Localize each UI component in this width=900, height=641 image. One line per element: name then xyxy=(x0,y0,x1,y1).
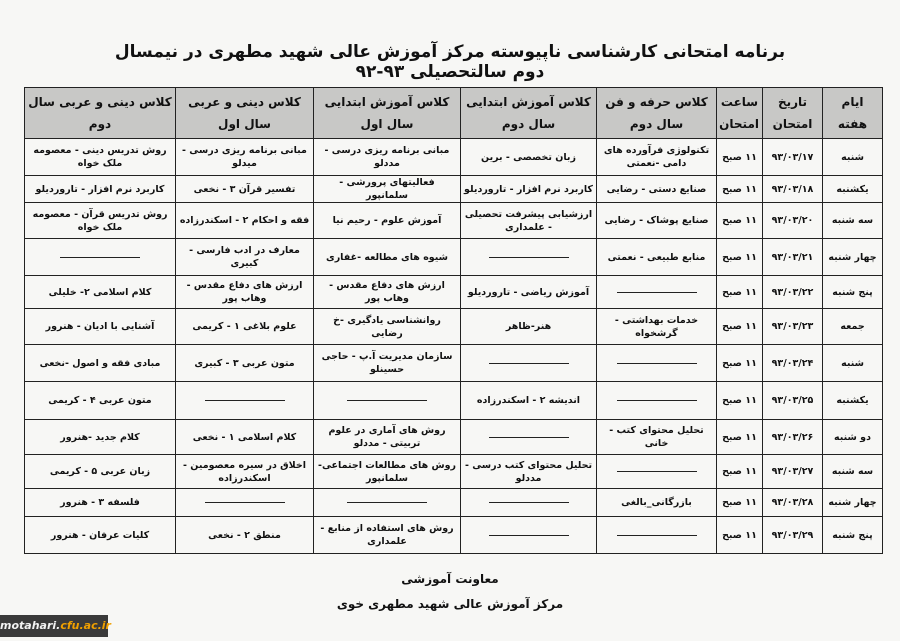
religious-arabic-y2-cell: متون عربی ۴ - کریمی xyxy=(25,382,176,420)
header-primary-ed-y1: کلاس آموزش ابتدایی سال اول xyxy=(314,88,461,139)
primary-ed-y1-cell: ارزش های دفاع مقدس - وهاب پور xyxy=(314,276,461,309)
empty-slot-line xyxy=(489,535,569,536)
footer-institution: مرکز آموزش عالی شهید مطهری خوی xyxy=(336,597,564,611)
header-religious-arabic-y2: کلاس دینی و عربی سال دوم xyxy=(25,88,176,139)
primary-ed-y2-cell xyxy=(461,239,597,276)
primary-ed-y1-cell: روش های مطالعات اجتماعی- سلمانپور xyxy=(314,455,461,489)
date-cell: ۹۳/۰۳/۲۹ xyxy=(763,517,823,554)
day-cell: شنبه xyxy=(823,139,883,176)
time-cell: ۱۱ صبح xyxy=(717,345,763,382)
date-cell: ۹۳/۰۳/۲۸ xyxy=(763,489,823,517)
religious-arabic-y1-cell: منطق ۲ - نخعی xyxy=(176,517,314,554)
religious-arabic-y1-cell: علوم بلاغی ۱ - کریمی xyxy=(176,309,314,345)
time-cell: ۱۱ صبح xyxy=(717,455,763,489)
primary-ed-y1-cell xyxy=(314,489,461,517)
empty-slot-line xyxy=(347,502,427,503)
header-day: ایام هفته xyxy=(823,88,883,139)
empty-slot-line xyxy=(617,471,697,472)
time-cell: ۱۱ صبح xyxy=(717,276,763,309)
primary-ed-y1-cell: سازمان مدیریت آ.پ - حاجی حسینلو xyxy=(314,345,461,382)
time-cell: ۱۱ صبح xyxy=(717,203,763,239)
primary-ed-y2-cell xyxy=(461,517,597,554)
table-row xyxy=(25,517,883,554)
religious-arabic-y2-cell: روش تدریس دینی - معصومه ملک خواه xyxy=(25,139,176,176)
date-cell: ۹۳/۰۳/۱۷ xyxy=(763,139,823,176)
time-cell: ۱۱ صبح xyxy=(717,239,763,276)
primary-ed-y2-cell: ارزشیابی پیشرفت تحصیلی - علمداری xyxy=(461,203,597,239)
empty-slot-line xyxy=(489,502,569,503)
table-row xyxy=(25,139,883,176)
empty-slot-line xyxy=(617,292,697,293)
religious-arabic-y2-cell: زبان عربی ۵ - کریمی xyxy=(25,455,176,489)
vocational-y2-cell: تکنولوژی فرآورده های دامی -نعمتی xyxy=(597,139,717,176)
primary-ed-y2-cell xyxy=(461,345,597,382)
primary-ed-y1-cell: روش های آماری در علوم تربیتی - مددلو xyxy=(314,420,461,455)
time-cell: ۱۱ صبح xyxy=(717,517,763,554)
primary-ed-y1-cell: روش های استفاده از منابع - علمداری xyxy=(314,517,461,554)
vocational-y2-cell xyxy=(597,345,717,382)
table-row xyxy=(25,276,883,309)
empty-slot-line xyxy=(205,400,285,401)
time-cell: ۱۱ صبح xyxy=(717,176,763,203)
empty-slot-line xyxy=(347,400,427,401)
day-cell: دو شنبه xyxy=(823,420,883,455)
header-religious-arabic-y1: کلاس دینی و عربی سال اول xyxy=(176,88,314,139)
header-time: ساعت امتحان xyxy=(717,88,763,139)
time-cell: ۱۱ صبح xyxy=(717,420,763,455)
vocational-y2-cell xyxy=(597,455,717,489)
primary-ed-y2-cell: آموزش ریاضی - تارورديلو xyxy=(461,276,597,309)
empty-slot-line xyxy=(617,400,697,401)
day-cell: شنبه xyxy=(823,345,883,382)
day-cell: پنج شنبه xyxy=(823,276,883,309)
religious-arabic-y1-cell: ارزش های دفاع مقدس - وهاب پور xyxy=(176,276,314,309)
day-cell: یکشنبه xyxy=(823,382,883,420)
date-cell: ۹۳/۰۳/۲۷ xyxy=(763,455,823,489)
religious-arabic-y2-cell xyxy=(25,239,176,276)
religious-arabic-y1-cell: متون عربی ۳ - کبیری xyxy=(176,345,314,382)
table-row xyxy=(25,489,883,517)
watermark-domain: cfu.ac.ir xyxy=(60,619,111,632)
religious-arabic-y2-cell: مبادی فقه و اصول -نخعی xyxy=(25,345,176,382)
day-cell: سه شنبه xyxy=(823,455,883,489)
table-row xyxy=(25,382,883,420)
empty-slot-line xyxy=(617,535,697,536)
primary-ed-y2-cell: زبان تخصصی - برین xyxy=(461,139,597,176)
date-cell: ۹۳/۰۳/۲۴ xyxy=(763,345,823,382)
date-cell: ۹۳/۰۳/۲۶ xyxy=(763,420,823,455)
date-cell: ۹۳/۰۳/۲۱ xyxy=(763,239,823,276)
date-cell: ۹۳/۰۳/۲۳ xyxy=(763,309,823,345)
date-cell: ۹۳/۰۳/۱۸ xyxy=(763,176,823,203)
vocational-y2-cell: تحلیل محتوای کتب - خانی xyxy=(597,420,717,455)
empty-slot-line xyxy=(617,363,697,364)
header-date: تاریخ امتحان xyxy=(763,88,823,139)
empty-slot-line xyxy=(60,257,140,258)
header-vocational-y2: کلاس حرفه و فن سال دوم xyxy=(597,88,717,139)
date-cell: ۹۳/۰۳/۲۰ xyxy=(763,203,823,239)
empty-slot-line xyxy=(205,502,285,503)
religious-arabic-y2-cell: روش تدریس قرآن - معصومه ملک خواه xyxy=(25,203,176,239)
exam-schedule-table xyxy=(24,87,883,554)
vocational-y2-cell xyxy=(597,382,717,420)
vocational-y2-cell: صنایع پوشاک - رضایی xyxy=(597,203,717,239)
watermark-prefix: motahari. xyxy=(0,619,61,632)
primary-ed-y1-cell xyxy=(314,382,461,420)
religious-arabic-y1-cell xyxy=(176,489,314,517)
religious-arabic-y1-cell xyxy=(176,382,314,420)
table-row xyxy=(25,203,883,239)
religious-arabic-y1-cell: کلام اسلامی ۱ - نخعی xyxy=(176,420,314,455)
religious-arabic-y2-cell: کاربرد نرم افزار - تارورديلو xyxy=(25,176,176,203)
vocational-y2-cell: بازرگانی_بالغی xyxy=(597,489,717,517)
document-title: برنامه امتحانی کارشناسی ناپیوسته مرکز آموزش عالی شهید مطهری در نیمسال دوم سالتحصیلی ۹۳-۹۲ xyxy=(114,42,786,82)
day-cell: یکشنبه xyxy=(823,176,883,203)
religious-arabic-y1-cell: اخلاق در سیره معصومین - اسکندرزاده xyxy=(176,455,314,489)
religious-arabic-y2-cell: کلام جدید -هنرور xyxy=(25,420,176,455)
day-cell: چهار شنبه xyxy=(823,489,883,517)
religious-arabic-y2-cell: فلسفه ۳ - هنرور xyxy=(25,489,176,517)
primary-ed-y1-cell: فعالیتهای پرورشی - سلمانپور xyxy=(314,176,461,203)
table-row xyxy=(25,420,883,455)
religious-arabic-y1-cell: فقه و احکام ۲ - اسکندرزاده xyxy=(176,203,314,239)
religious-arabic-y2-cell: کلیات عرفان - هنرور xyxy=(25,517,176,554)
religious-arabic-y2-cell: آشنایی با ادیان - هنرور xyxy=(25,309,176,345)
vocational-y2-cell xyxy=(597,517,717,554)
day-cell: سه شنبه xyxy=(823,203,883,239)
primary-ed-y1-cell: آموزش علوم - رحیم نیا xyxy=(314,203,461,239)
religious-arabic-y1-cell: مبانی برنامه ریزی درسی - میدلو xyxy=(176,139,314,176)
vocational-y2-cell: منابع طبیعی - نعمتی xyxy=(597,239,717,276)
date-cell: ۹۳/۰۳/۲۲ xyxy=(763,276,823,309)
site-watermark xyxy=(0,615,111,637)
day-cell: چهار شنبه xyxy=(823,239,883,276)
day-cell: جمعه xyxy=(823,309,883,345)
primary-ed-y1-cell: شیوه های مطالعه -غفاری xyxy=(314,239,461,276)
date-cell: ۹۳/۰۳/۲۵ xyxy=(763,382,823,420)
time-cell: ۱۱ صبح xyxy=(717,489,763,517)
empty-slot-line xyxy=(489,437,569,438)
primary-ed-y1-cell: روانشناسی یادگیری -خ رضایی xyxy=(314,309,461,345)
time-cell: ۱۱ صبح xyxy=(717,382,763,420)
primary-ed-y2-cell: اندیشه ۲ - اسکندرزاده xyxy=(461,382,597,420)
primary-ed-y1-cell: مبانی برنامه ریزی درسی - مددلو xyxy=(314,139,461,176)
time-cell: ۱۱ صبح xyxy=(717,139,763,176)
time-cell: ۱۱ صبح xyxy=(717,309,763,345)
empty-slot-line xyxy=(489,363,569,364)
vocational-y2-cell: خدمات بهداشتی - گرشخواه xyxy=(597,309,717,345)
primary-ed-y2-cell xyxy=(461,420,597,455)
day-cell: پنج شنبه xyxy=(823,517,883,554)
primary-ed-y2-cell: تحلیل محتوای کتب درسی - مددلو xyxy=(461,455,597,489)
footer-department: معاونت آموزشی xyxy=(401,572,499,586)
primary-ed-y2-cell: هنر-ظاهر xyxy=(461,309,597,345)
vocational-y2-cell xyxy=(597,276,717,309)
primary-ed-y2-cell xyxy=(461,489,597,517)
header-primary-ed-y2: کلاس آموزش ابتدایی سال دوم xyxy=(461,88,597,139)
religious-arabic-y1-cell: معارف در ادب فارسی - کبیری xyxy=(176,239,314,276)
table-row xyxy=(25,239,883,276)
table-row xyxy=(25,455,883,489)
table-body xyxy=(25,139,883,554)
primary-ed-y2-cell: کاربرد نرم افزار - تارورديلو xyxy=(461,176,597,203)
table-row xyxy=(25,345,883,382)
vocational-y2-cell: صنایع دستی - رضایی xyxy=(597,176,717,203)
religious-arabic-y2-cell: کلام اسلامی ۲- خلیلی xyxy=(25,276,176,309)
table-row xyxy=(25,309,883,345)
table-row xyxy=(25,176,883,203)
religious-arabic-y1-cell: تفسیر قرآن ۳ - نخعی xyxy=(176,176,314,203)
header-row xyxy=(25,88,883,139)
empty-slot-line xyxy=(489,257,569,258)
